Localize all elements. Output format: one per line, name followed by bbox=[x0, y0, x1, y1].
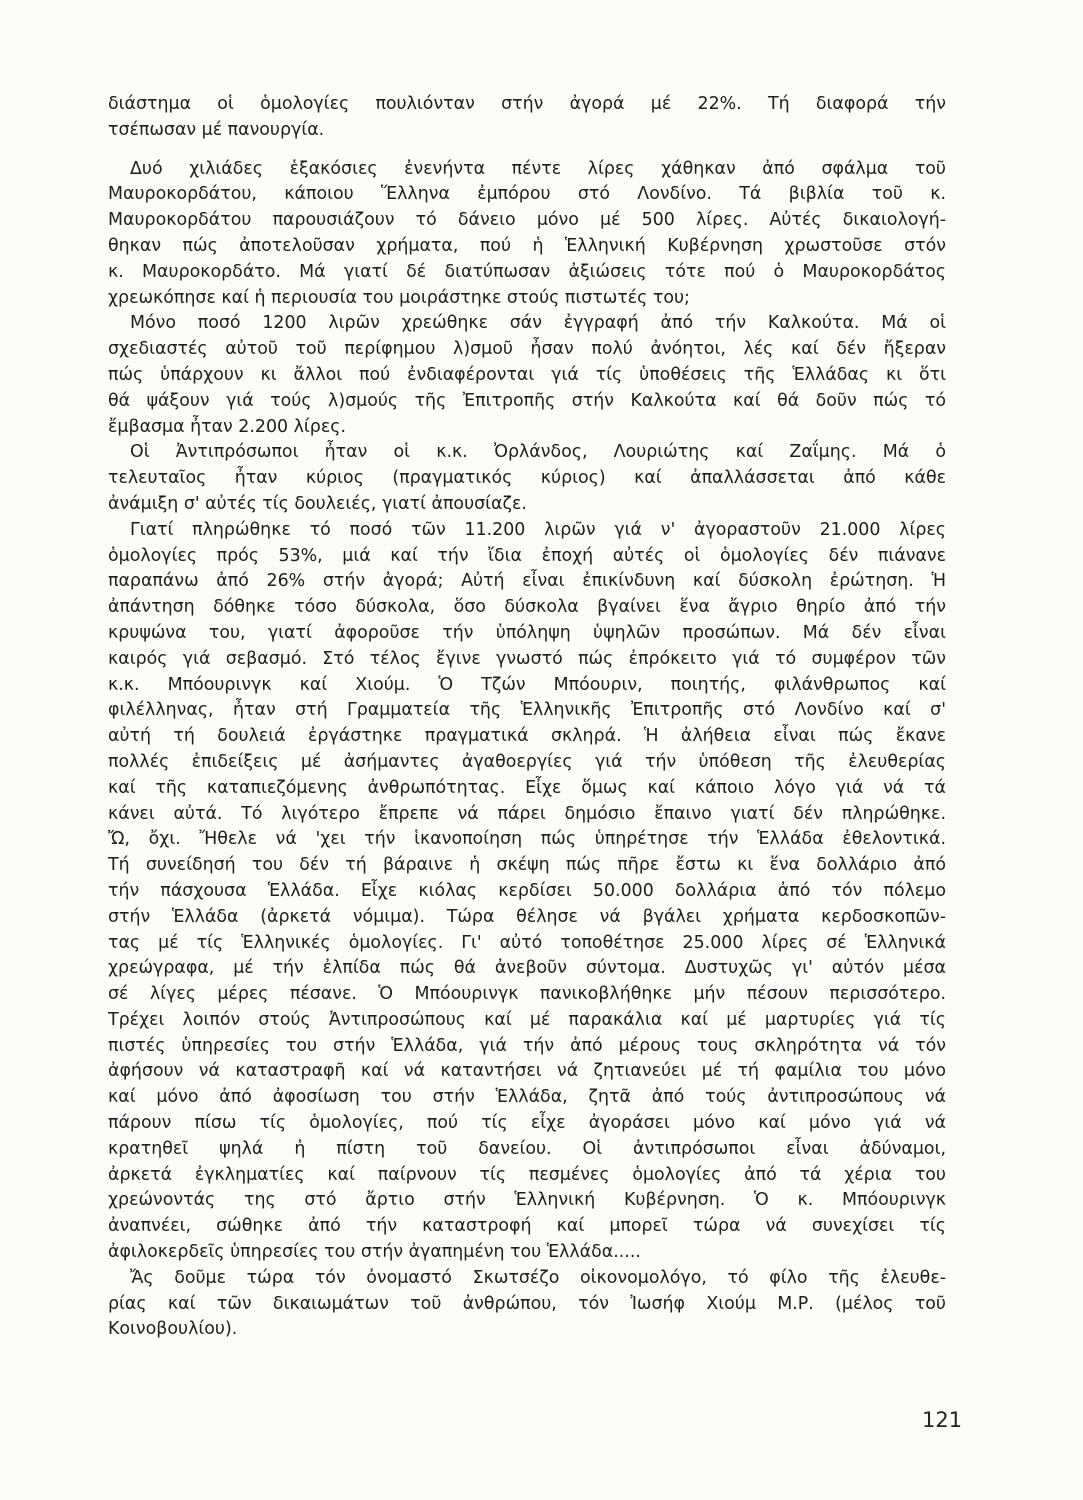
text-line: κρατηθεῖ ψηλά ἡ πίστη τοῦ δανείου. Οἱ ἀντιπρόσωποι εἶναι ἀδύναμοι, bbox=[108, 1138, 946, 1159]
text-line: Δυό χιλιάδες ἑξακόσιες ἐνενήντα πέντε λίρες χάθηκαν ἀπό σφάλμα τοῦ bbox=[130, 158, 946, 179]
text-line: ἀφήσουν νά καταστραφῆ καί νά καταντήσει νά ζητιανεύει μέ τή φαμίλια του μόνο bbox=[108, 1061, 946, 1082]
text-line: αὐτή τή δουλειά ἐργάστηκε πραγματικά σκληρά. Ἡ ἀλήθεια εἶναι πώς ἔκανε bbox=[108, 726, 946, 747]
text-line: σχεδιαστές αὐτοῦ τοῦ περίφημου λ)σμοῦ ἦσαν πολύ ἀνόητοι, λές καί δέν ἤξεραν bbox=[108, 339, 946, 360]
text-line: ἀφιλοκερδεῖς ὑπηρεσίες του στήν ἀγαπημένη του Ἑλλάδα..... bbox=[108, 1242, 641, 1263]
text-line: ἀρκετά ἐγκληματίες καί παίρνουν τίς πεσμένες ὁμολογίες ἀπό τά χέρια του bbox=[108, 1164, 946, 1185]
text-line: πώς ὑπάρχουν κι ἄλλοι πού ἐνδιαφέρονται γιά τίς ὑποθέσεις τῆς Ἑλλάδας κι ὅτι bbox=[108, 364, 946, 385]
text-line: Οἱ Ἀντιπρόσωποι ἦταν οἱ κ.κ. Ὀρλάνδος, Λουριώτης καί Ζαΐμης. Μά ὁ bbox=[130, 442, 946, 463]
text-line: ἀπάντηση δόθηκε τόσο δύσκολα, ὅσο δύσκολα βγαίνει ἕνα ἄγριο θηρίο ἀπό τήν bbox=[108, 597, 946, 618]
page-number: 121 bbox=[922, 1408, 963, 1432]
text-line: Γιατί πληρώθηκε τό ποσό τῶν 11.200 λιρῶν γιά ν' ἀγοραστοῦν 21.000 λίρες bbox=[130, 519, 946, 540]
text-line: Μαυροκορδάτου παρουσιάζουν τό δάνειο μόνο μέ 500 λίρες. Αὐτές δικαιολογή- bbox=[108, 210, 946, 231]
text-line: Τρέχει λοιπόν στούς Ἀντιπροσώπους καί μέ παρακάλια καί μέ μαρτυρίες γιά τίς bbox=[108, 1009, 946, 1030]
text-line: ὁμολογίες πρός 53%, μιά καί τήν ἴδια ἐποχή αὐτές οἱ ὁμολογίες δέν πιάνανε bbox=[108, 545, 946, 566]
text-line: σέ λίγες μέρες πέσανε. Ὁ Μπόουρινγκ πανικοβλήθηκε μήν πέσουν περισσότερο. bbox=[108, 984, 946, 1005]
text-line: κ. Μαυροκορδάτο. Μά γιατί δέ διατύπωσαν ἀξιώσεις τότε πού ὁ Μαυροκορδάτος bbox=[108, 261, 946, 282]
text-line: Ἄς δοῦμε τώρα τόν ὀνομαστό Σκωτσέζο οἰκονομολόγο, τό φίλο τῆς ἐλευθε- bbox=[130, 1267, 946, 1288]
text-line: θά ψάξουν γιά τούς λ)σμούς τῆς Ἐπιτροπῆς στήν Καλκούτα καί θά δοῦν πώς τό bbox=[108, 390, 946, 411]
text-line: Κοινοβουλίου). bbox=[108, 1319, 238, 1340]
text-line: χρεώνοντάς της στό ἄρτιο στήν Ἑλληνική Κυβέρνηση. Ὁ κ. Μπόουρινγκ bbox=[108, 1190, 946, 1211]
text-line: καί τῆς καταπιεζόμενης ἀνθρωπότητας. Εἶχε ὅμως καί κάποιο λόγο γιά νά τά bbox=[108, 777, 946, 798]
text-line: διάστημα οἱ ὁμολογίες πουλιόνταν στήν ἀγορά μέ 22%. Τή διαφορά τήν bbox=[108, 94, 946, 114]
text-line: πάρουν πίσω τίς ὁμολογίες, πού τίς εἶχε ἀγοράσει μόνο καί μόνο γιά νά bbox=[108, 1113, 946, 1134]
text-line: Μόνο ποσό 1200 λιρῶν χρεώθηκε σάν ἐγγραφή ἀπό τήν Καλκούτα. Μά οἱ bbox=[130, 313, 946, 334]
text-line: ἀναπνέει, σώθηκε ἀπό τήν καταστροφή καί μπορεῖ τώρα νά συνεχίσει τίς bbox=[108, 1216, 946, 1237]
text-line: καιρός γιά σεβασμό. Στό τέλος ἔγινε γνωστό πώς ἐπρόκειτο γιά τό συμφέρον τῶν bbox=[108, 648, 946, 669]
text-line: πιστές ὑπηρεσίες του στήν Ἑλλάδα, γιά τήν ἀπό μέρους τους σκληρότητα νά τόν bbox=[108, 1035, 946, 1056]
text-line: τελευταῖος ἦταν κύριος (πραγματικός κύριος) καί ἀπαλλάσσεται ἀπό κάθε bbox=[108, 468, 946, 489]
text-line: φιλέλληνας, ἦταν στή Γραμματεία τῆς Ἑλληνικῆς Ἐπιτροπῆς στό Λονδίνο καί σ' bbox=[108, 700, 946, 721]
text-line: κάνει αὐτά. Τό λιγότερο ἔπρεπε νά πάρει δημόσιο ἔπαινο γιατί δέν πληρώθηκε. bbox=[108, 803, 946, 824]
text-line: ρίας καί τῶν δικαιωμάτων τοῦ ἀνθρώπου, τόν Ἰωσήφ Χιούμ Μ.Ρ. (μέλος τοῦ bbox=[108, 1293, 946, 1314]
page-text-body bbox=[108, 92, 946, 1343]
text-line: χρεώγραφα, μέ τήν ἐλπίδα πώς θά ἀνεβοῦν σύντομα. Δυστυχῶς γι' αὐτόν μέσα bbox=[108, 958, 946, 979]
text-line: τας μέ τίς Ἑλληνικές ὁμολογίες. Γι' αὐτό τοποθέτησε 25.000 λίρες σέ Ἑλληνικά bbox=[108, 932, 946, 953]
text-line: στήν Ἑλλάδα (ἀρκετά νόμιμα). Τώρα θέλησε νά βγάλει χρήματα κερδοσκοπῶν- bbox=[108, 906, 946, 927]
text-line: ἔμβασμα ἦταν 2.200 λίρες. bbox=[108, 416, 346, 437]
text-line: ἀνάμιξη σ' αὐτές τίς δουλειές, γιατί ἀπουσίαζε. bbox=[108, 493, 527, 514]
text-line: Ὤ, ὄχι. Ἤθελε νά 'χει τήν ἱκανοποίηση πώς ὑπηρέτησε τήν Ἑλλάδα ἐθελοντικά. bbox=[108, 829, 946, 850]
text-line: παραπάνω ἀπό 26% στήν ἀγορά; Αὐτή εἶναι ἐπικίνδυνη καί δύσκολη ἐρώτηση. Ἡ bbox=[108, 571, 946, 592]
text-line: Μαυροκορδάτου, κάποιου Ἕλληνα ἐμπόρου στό Λονδίνο. Τά βιβλία τοῦ κ. bbox=[108, 184, 946, 205]
text-line: τσέπωσαν μέ πανουργία. bbox=[108, 119, 325, 140]
text-line: θηκαν πώς ἀποτελοῦσαν χρήματα, πού ἡ Ἑλληνική Κυβέρνηση χρωστοῦσε στόν bbox=[108, 235, 946, 256]
text-line: τήν πάσχουσα Ἑλλάδα. Εἶχε κιόλας κερδίσει 50.000 δολλάρια ἀπό τόν πόλεμο bbox=[108, 880, 946, 901]
text-line: Τή συνείδησή του δέν τή βάραινε ἡ σκέψη πώς πῆρε ἔστω κι ἕνα δολλάριο ἀπό bbox=[108, 855, 946, 876]
text-line: καί μόνο ἀπό ἀφοσίωση του στήν Ἑλλάδα, ζητᾶ ἀπό τούς ἀντιπροσώπους νά bbox=[108, 1087, 946, 1108]
text-line: πολλές ἐπιδείξεις μέ ἀσήμαντες ἀγαθοεργίες γιά τήν ὑπόθεση τῆς ἐλευθερίας bbox=[108, 751, 946, 772]
text-line: κ.κ. Μπόουρινγκ καί Χιούμ. Ὁ Τζών Μπόουριν, ποιητής, φιλάνθρωπος καί bbox=[108, 674, 946, 695]
text-line: χρεωκόπησε καί ἡ περιουσία του μοιράστηκε στούς πιστωτές του; bbox=[108, 287, 690, 308]
text-line: κρυψώνα του, γιατί ἀφοροῦσε τήν ὑπόληψη ὑψηλῶν προσώπων. Μά δέν εἶναι bbox=[108, 622, 946, 643]
